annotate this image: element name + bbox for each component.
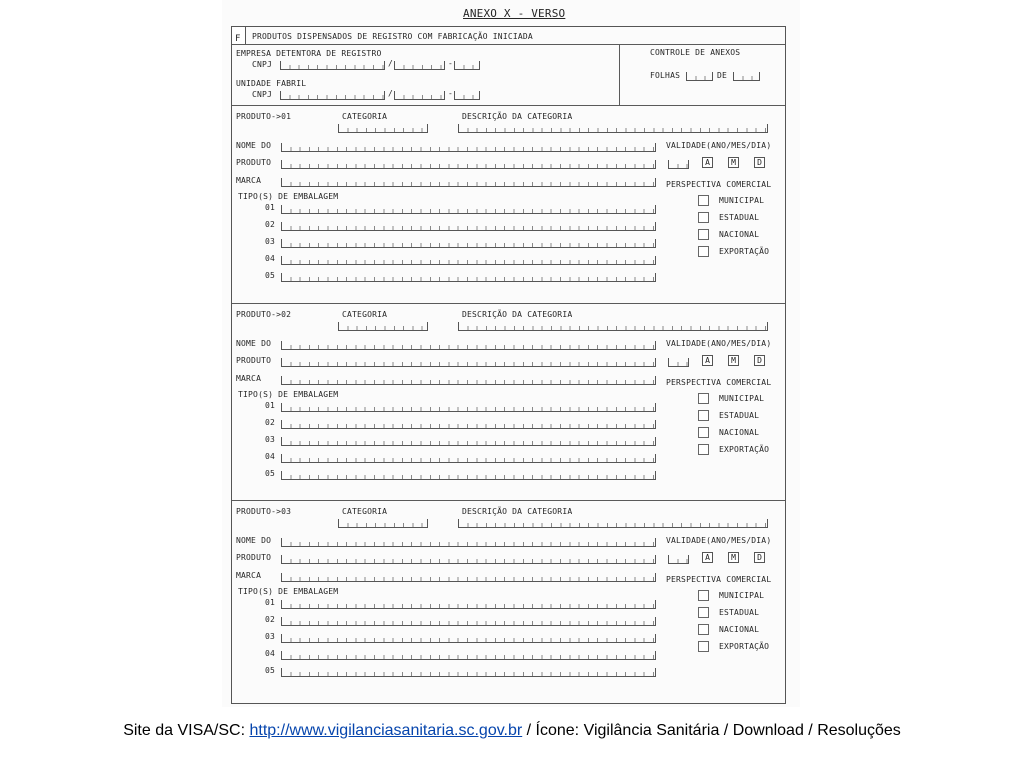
validity-unit-d: D bbox=[754, 157, 765, 168]
cnpj-root-digits[interactable] bbox=[280, 61, 385, 70]
cnpj-dash: - bbox=[448, 89, 454, 98]
scope-checkbox[interactable] bbox=[698, 607, 709, 618]
packaging-row-number: 03 bbox=[265, 237, 276, 246]
packaging-row-number: 01 bbox=[265, 401, 276, 410]
holder-label: EMPRESA DETENTORA DE REGISTRO bbox=[236, 49, 382, 58]
packaging-field[interactable] bbox=[281, 256, 656, 265]
scope-option-label: MUNICIPAL bbox=[719, 591, 765, 600]
brand-field[interactable] bbox=[281, 178, 656, 187]
caption-suffix: / Ícone: Vigilância Sanitária / Download / Resoluções bbox=[522, 722, 901, 739]
validity-value-field[interactable] bbox=[668, 555, 689, 564]
holder-cnpj-label: CNPJ bbox=[252, 60, 273, 69]
category-field[interactable] bbox=[338, 322, 428, 331]
cnpj-root-digits[interactable] bbox=[280, 91, 385, 100]
plant-label: UNIDADE FABRIL bbox=[236, 79, 307, 88]
cnpj-slash: / bbox=[388, 89, 394, 98]
product-name-field-2[interactable] bbox=[281, 160, 656, 169]
packaging-row-number: 03 bbox=[265, 632, 276, 641]
validity-unit-m: M bbox=[728, 157, 739, 168]
category-label: CATEGORIA bbox=[342, 507, 388, 516]
validity-value-field[interactable] bbox=[668, 160, 689, 169]
commercial-scope-label: PERSPECTIVA COMERCIAL bbox=[666, 575, 772, 584]
packaging-field[interactable] bbox=[281, 222, 656, 231]
validity-unit-d: D bbox=[754, 552, 765, 563]
validity-unit-d: D bbox=[754, 355, 765, 366]
scope-option-label: MUNICIPAL bbox=[719, 394, 765, 403]
packaging-field[interactable] bbox=[281, 651, 656, 660]
scope-checkbox[interactable] bbox=[698, 393, 709, 404]
scope-option-label: NACIONAL bbox=[719, 428, 760, 437]
product-block bbox=[232, 502, 785, 698]
section-divider bbox=[232, 44, 785, 45]
packaging-row-number: 02 bbox=[265, 220, 276, 229]
product-number: PRODUTO->01 bbox=[236, 112, 292, 121]
packaging-field[interactable] bbox=[281, 403, 656, 412]
packaging-label: TIPO(S) DE EMBALAGEM bbox=[238, 587, 339, 596]
packaging-field[interactable] bbox=[281, 454, 656, 463]
category-description-label: DESCRIÇÃO DA CATEGORIA bbox=[462, 507, 573, 516]
sheets-label: FOLHAS bbox=[650, 71, 681, 80]
category-label: CATEGORIA bbox=[342, 310, 388, 319]
product-name-label-line2: PRODUTO bbox=[236, 356, 272, 365]
packaging-row-number: 04 bbox=[265, 649, 276, 658]
packaging-field[interactable] bbox=[281, 634, 656, 643]
scope-option-label: ESTADUAL bbox=[719, 411, 760, 420]
company-divider bbox=[232, 105, 785, 106]
scope-checkbox[interactable] bbox=[698, 444, 709, 455]
packaging-field[interactable] bbox=[281, 617, 656, 626]
validity-unit-m: M bbox=[728, 355, 739, 366]
validity-value-field[interactable] bbox=[668, 358, 689, 367]
annex-control-title: CONTROLE DE ANEXOS bbox=[650, 48, 741, 57]
packaging-field[interactable] bbox=[281, 600, 656, 609]
section-title: PRODUTOS DISPENSADOS DE REGISTRO COM FABRICAÇÃO INICIADA bbox=[252, 32, 533, 41]
category-description-field[interactable] bbox=[458, 519, 768, 528]
packaging-row-number: 05 bbox=[265, 666, 276, 675]
category-description-field[interactable] bbox=[458, 322, 768, 331]
brand-label: MARCA bbox=[236, 571, 262, 580]
product-name-label-line2: PRODUTO bbox=[236, 158, 272, 167]
scope-checkbox[interactable] bbox=[698, 410, 709, 421]
scope-checkbox[interactable] bbox=[698, 624, 709, 635]
scope-option-label: EXPORTAÇÃO bbox=[719, 445, 770, 454]
cnpj-branch-digits[interactable] bbox=[394, 61, 445, 70]
cnpj-check-digits[interactable] bbox=[454, 61, 480, 70]
caption-prefix: Site da VISA/SC: bbox=[123, 722, 250, 739]
brand-field[interactable] bbox=[281, 376, 656, 385]
brand-label: MARCA bbox=[236, 176, 262, 185]
category-description-label: DESCRIÇÃO DA CATEGORIA bbox=[462, 112, 573, 121]
product-number: PRODUTO->03 bbox=[236, 507, 292, 516]
packaging-row-number: 05 bbox=[265, 469, 276, 478]
scope-checkbox[interactable] bbox=[698, 641, 709, 652]
packaging-row-number: 01 bbox=[265, 598, 276, 607]
product-block bbox=[232, 305, 785, 501]
scope-checkbox[interactable] bbox=[698, 195, 709, 206]
annex-divider bbox=[619, 44, 620, 106]
brand-field[interactable] bbox=[281, 573, 656, 582]
cnpj-slash: / bbox=[388, 59, 394, 68]
packaging-label: TIPO(S) DE EMBALAGEM bbox=[238, 390, 339, 399]
product-name-label-line2: PRODUTO bbox=[236, 553, 272, 562]
plant-cnpj-label: CNPJ bbox=[252, 90, 273, 99]
visa-sc-link[interactable]: http://www.vigilanciasanitaria.sc.gov.br bbox=[249, 722, 523, 739]
cnpj-dash: - bbox=[448, 59, 454, 68]
validity-unit-a: A bbox=[702, 552, 713, 563]
scope-checkbox[interactable] bbox=[698, 590, 709, 601]
brand-label: MARCA bbox=[236, 374, 262, 383]
packaging-row-number: 04 bbox=[265, 254, 276, 263]
validity-unit-m: M bbox=[728, 552, 739, 563]
scope-option-label: ESTADUAL bbox=[719, 213, 760, 222]
product-block bbox=[232, 107, 785, 303]
product-name-field-1[interactable] bbox=[281, 538, 656, 547]
packaging-label: TIPO(S) DE EMBALAGEM bbox=[238, 192, 339, 201]
scope-checkbox[interactable] bbox=[698, 427, 709, 438]
packaging-row-number: 03 bbox=[265, 435, 276, 444]
commercial-scope-label: PERSPECTIVA COMERCIAL bbox=[666, 378, 772, 387]
category-field[interactable] bbox=[338, 519, 428, 528]
category-label: CATEGORIA bbox=[342, 112, 388, 121]
of-label: DE bbox=[717, 71, 728, 80]
scope-checkbox[interactable] bbox=[698, 229, 709, 240]
scope-checkbox[interactable] bbox=[698, 246, 709, 257]
product-name-field-2[interactable] bbox=[281, 555, 656, 564]
validity-label: VALIDADE(ANO/MES/DIA) bbox=[666, 536, 772, 545]
validity-unit-a: A bbox=[702, 355, 713, 366]
product-number: PRODUTO->02 bbox=[236, 310, 292, 319]
packaging-field[interactable] bbox=[281, 239, 656, 248]
scope-option-label: EXPORTAÇÃO bbox=[719, 247, 770, 256]
packaging-row-number: 05 bbox=[265, 271, 276, 280]
sheets-number-field[interactable] bbox=[686, 72, 713, 81]
packaging-field[interactable] bbox=[281, 437, 656, 446]
category-field[interactable] bbox=[338, 124, 428, 133]
product-name-field-1[interactable] bbox=[281, 341, 656, 350]
scope-option-label: ESTADUAL bbox=[719, 608, 760, 617]
product-name-field-1[interactable] bbox=[281, 143, 656, 152]
commercial-scope-label: PERSPECTIVA COMERCIAL bbox=[666, 180, 772, 189]
form-title: ANEXO X - VERSO bbox=[463, 7, 566, 20]
packaging-field[interactable] bbox=[281, 420, 656, 429]
category-description-label: DESCRIÇÃO DA CATEGORIA bbox=[462, 310, 573, 319]
packaging-row-number: 02 bbox=[265, 615, 276, 624]
packaging-field[interactable] bbox=[281, 668, 656, 677]
scope-option-label: MUNICIPAL bbox=[719, 196, 765, 205]
packaging-field[interactable] bbox=[281, 205, 656, 214]
scope-checkbox[interactable] bbox=[698, 212, 709, 223]
slide-caption bbox=[0, 722, 1024, 740]
form-frame bbox=[231, 26, 786, 704]
validity-label: VALIDADE(ANO/MES/DIA) bbox=[666, 141, 772, 150]
category-description-field[interactable] bbox=[458, 124, 768, 133]
product-name-label-line1: NOME DO bbox=[236, 141, 272, 150]
cnpj-check-digits[interactable] bbox=[454, 91, 480, 100]
packaging-field[interactable] bbox=[281, 471, 656, 480]
section-letter: F bbox=[235, 34, 241, 44]
packaging-row-number: 01 bbox=[265, 203, 276, 212]
product-name-label-line1: NOME DO bbox=[236, 339, 272, 348]
packaging-row-number: 02 bbox=[265, 418, 276, 427]
cnpj-branch-digits[interactable] bbox=[394, 91, 445, 100]
validity-label: VALIDADE(ANO/MES/DIA) bbox=[666, 339, 772, 348]
product-name-field-2[interactable] bbox=[281, 358, 656, 367]
validity-unit-a: A bbox=[702, 157, 713, 168]
product-divider bbox=[232, 500, 785, 501]
packaging-row-number: 04 bbox=[265, 452, 276, 461]
scope-option-label: NACIONAL bbox=[719, 230, 760, 239]
product-divider bbox=[232, 303, 785, 304]
scope-option-label: NACIONAL bbox=[719, 625, 760, 634]
packaging-field[interactable] bbox=[281, 273, 656, 282]
scope-option-label: EXPORTAÇÃO bbox=[719, 642, 770, 651]
total-sheets-field[interactable] bbox=[733, 72, 760, 81]
product-name-label-line1: NOME DO bbox=[236, 536, 272, 545]
